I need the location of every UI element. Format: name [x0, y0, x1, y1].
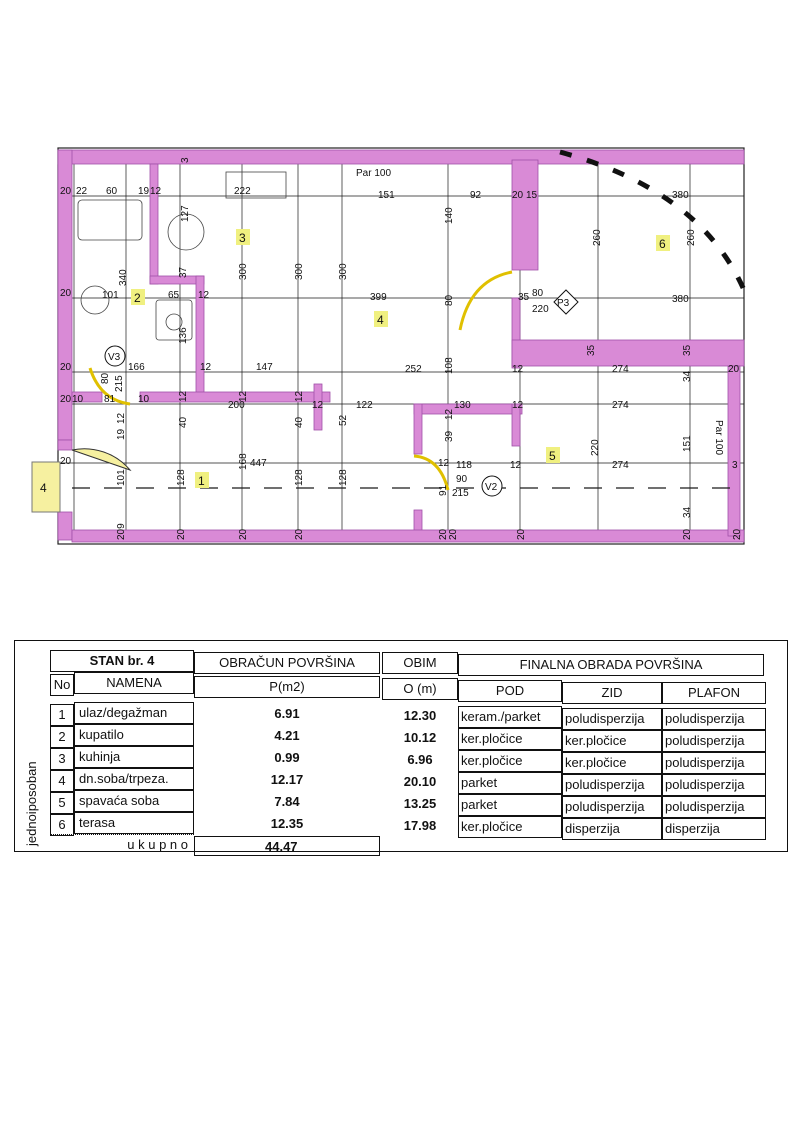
svg-text:274: 274	[612, 400, 629, 411]
room-4-tag: 4	[377, 313, 384, 327]
svg-text:35: 35	[518, 292, 530, 303]
obracun-header: OBRAČUN POVRŠINA	[194, 652, 380, 674]
svg-text:20: 20	[728, 364, 740, 375]
svg-text:300: 300	[338, 263, 349, 280]
svg-text:20: 20	[176, 528, 187, 540]
svg-text:12: 12	[438, 458, 450, 469]
svg-text:215: 215	[452, 488, 469, 499]
svg-text:3: 3	[180, 157, 191, 163]
obim-header: OBIM	[382, 652, 458, 674]
section-marker: 4	[40, 481, 47, 495]
col-no-header: No	[50, 674, 74, 696]
col-pod-header: POD	[458, 680, 562, 702]
svg-text:40: 40	[178, 416, 189, 428]
svg-text:136: 136	[178, 327, 189, 344]
svg-text:52: 52	[338, 414, 349, 426]
svg-text:12: 12	[238, 390, 249, 402]
svg-text:222: 222	[234, 186, 251, 197]
bathroom-fixtures	[78, 172, 286, 340]
svg-text:15: 15	[526, 190, 538, 201]
svg-text:90: 90	[456, 474, 468, 485]
svg-text:20: 20	[238, 528, 249, 540]
svg-text:34: 34	[682, 506, 693, 518]
svg-text:101: 101	[102, 290, 119, 301]
svg-text:20: 20	[60, 288, 72, 299]
svg-text:19: 19	[138, 186, 150, 197]
walls	[58, 150, 744, 542]
svg-text:340: 340	[118, 269, 129, 286]
svg-text:65: 65	[168, 290, 180, 301]
col-namena-header: NAMENA	[74, 672, 194, 694]
col-plafon-header: PLAFON	[662, 682, 766, 704]
svg-text:81: 81	[104, 394, 116, 405]
svg-text:20: 20	[60, 362, 72, 373]
svg-text:260: 260	[686, 229, 697, 246]
svg-text:127: 127	[180, 205, 191, 222]
svg-text:20: 20	[512, 190, 524, 201]
col-zid-header: ZID	[562, 682, 662, 704]
svg-text:39: 39	[444, 430, 455, 442]
svg-text:260: 260	[592, 229, 603, 246]
finalna-header: FINALNA OBRADA POVRŠINA	[458, 654, 764, 676]
room-2-tag: 2	[134, 291, 141, 305]
svg-text:215: 215	[114, 375, 125, 392]
svg-text:20: 20	[682, 528, 693, 540]
svg-text:12: 12	[510, 460, 522, 471]
svg-text:10: 10	[138, 394, 150, 405]
side-label	[20, 696, 42, 856]
svg-text:252: 252	[405, 364, 422, 375]
svg-text:80: 80	[100, 372, 111, 384]
svg-text:20: 20	[60, 456, 72, 467]
side-label-text: jednoiposoban	[24, 761, 39, 846]
svg-text:19: 19	[116, 428, 127, 440]
svg-text:128: 128	[338, 469, 349, 486]
svg-text:209: 209	[116, 523, 127, 540]
svg-text:274: 274	[612, 364, 629, 375]
svg-text:12: 12	[116, 412, 127, 424]
svg-text:128: 128	[176, 469, 187, 486]
ukupno-value: 44.47	[194, 836, 380, 856]
svg-text:12: 12	[150, 186, 162, 197]
svg-text:20: 20	[294, 528, 305, 540]
svg-text:12: 12	[512, 364, 524, 375]
svg-text:91: 91	[438, 484, 449, 496]
svg-text:274: 274	[612, 460, 629, 471]
svg-text:122: 122	[356, 400, 373, 411]
svg-text:220: 220	[532, 304, 549, 315]
svg-text:380: 380	[672, 294, 689, 305]
room-3-tag: 3	[239, 231, 246, 245]
svg-text:35: 35	[586, 344, 597, 356]
room-1-tag: 1	[198, 474, 205, 488]
svg-text:168: 168	[238, 453, 249, 470]
area-table: jednoiposoban STAN br. 4 OBRAČUN POVRŠINA OBIM FINALNA OBRADA POVRŠINA No NAMENA P(m2) O (m) POD ZID PLAFON 1 ulaz/degažman 6.91 12.30 keram./parket poludisperzija poludisperzija 2 kupatilo 4.21 10.12 ker.pločice ker.pločice poludisperzija 3 kuhinja 0.99 6.96 ker.pločice ker.pločice poludisperzija 4 dn.soba/trpeza. 12.17 20.10 parket poludisperzija poludisperzija 5 spavaća soba 7.84 13.25 parket poludisperzija poludisperzija 6 terasa 12.35 17.98 ker.pločice disperzija disperzija u k u p n o 44.47	[14, 640, 790, 854]
svg-text:140: 140	[444, 207, 455, 224]
par-top-label: Par 100	[356, 168, 392, 179]
svg-text:92: 92	[470, 190, 482, 201]
svg-text:128: 128	[294, 469, 305, 486]
svg-text:166: 166	[128, 362, 145, 373]
svg-text:300: 300	[294, 263, 305, 280]
svg-text:20: 20	[732, 528, 743, 540]
svg-text:447: 447	[250, 458, 267, 469]
svg-text:35: 35	[682, 344, 693, 356]
svg-text:12: 12	[178, 390, 189, 402]
v3-marker: V3	[108, 352, 121, 363]
room-6-tag: 6	[659, 237, 666, 251]
svg-text:37: 37	[178, 266, 189, 278]
svg-text:22: 22	[76, 186, 88, 197]
svg-text:200: 200	[228, 400, 245, 411]
svg-text:151: 151	[378, 190, 395, 201]
svg-text:40: 40	[294, 416, 305, 428]
svg-text:101: 101	[116, 469, 127, 486]
svg-text:108: 108	[444, 357, 455, 374]
svg-text:20: 20	[448, 528, 459, 540]
svg-text:12: 12	[312, 400, 324, 411]
svg-text:20: 20	[60, 394, 72, 405]
room-5-tag: 5	[549, 449, 556, 463]
svg-text:380: 380	[672, 190, 689, 201]
svg-text:147: 147	[256, 362, 273, 373]
svg-text:151: 151	[682, 435, 693, 452]
svg-text:80: 80	[444, 294, 455, 306]
svg-text:20: 20	[516, 528, 527, 540]
svg-text:12: 12	[512, 400, 524, 411]
par-right-label: Par 100	[713, 420, 724, 456]
svg-text:300: 300	[238, 263, 249, 280]
svg-text:118: 118	[456, 460, 472, 471]
stan-title: STAN br. 4	[50, 650, 194, 672]
col-o-header: O (m)	[382, 678, 458, 700]
svg-text:60: 60	[106, 186, 118, 197]
svg-text:12: 12	[198, 290, 210, 301]
svg-text:12: 12	[294, 390, 305, 402]
v2-marker: V2	[485, 482, 498, 493]
svg-text:80: 80	[532, 288, 544, 299]
svg-text:20: 20	[60, 186, 72, 197]
p3-marker: P3	[557, 298, 570, 309]
svg-text:3: 3	[732, 460, 738, 471]
svg-text:20: 20	[438, 528, 449, 540]
svg-text:12: 12	[200, 362, 212, 373]
terrace-edge	[560, 152, 744, 290]
ukupno-label: u k u p n o	[50, 834, 194, 854]
svg-text:130: 130	[454, 400, 471, 411]
col-p-header: P(m2)	[194, 676, 380, 698]
floor-plan	[0, 0, 800, 560]
svg-text:399: 399	[370, 292, 387, 303]
svg-text:34: 34	[682, 370, 693, 382]
svg-text:220: 220	[590, 439, 601, 456]
svg-text:12: 12	[444, 408, 455, 420]
svg-text:10: 10	[72, 394, 84, 405]
